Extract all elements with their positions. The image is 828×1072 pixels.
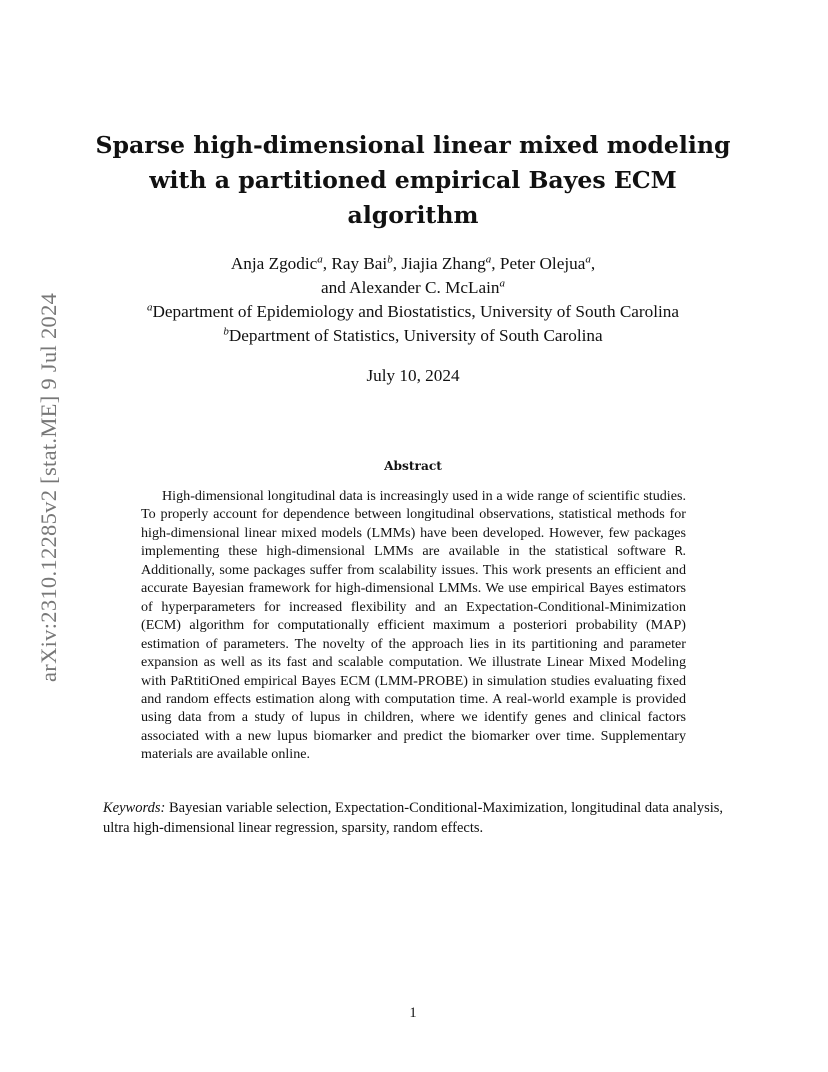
author-separator: , (392, 254, 402, 273)
author-separator: , (491, 254, 500, 273)
author-affil-mark: a (499, 277, 506, 290)
author-separator: , (322, 254, 332, 273)
author-name: Anja Zgodic (230, 254, 318, 273)
affiliation-text: Department of Epidemiology and Biostatistics, University of South Carolina (152, 302, 680, 321)
author-name: Alexander C. McLain (349, 278, 500, 297)
keywords-text: Bayesian variable selection, Expectation-Conditional-Maximization, longitudinal data analysis, ultra high-dimensional linear regression, sparsity, random effects. (103, 800, 724, 836)
author-separator: , (590, 254, 596, 273)
affiliation-text: Department of Statistics, University of South Carolina (228, 326, 603, 345)
abstract-heading: Abstract (384, 459, 442, 473)
author-affil-mark: a (585, 253, 591, 266)
author-conjunction: and (320, 278, 346, 297)
keywords-block (103, 798, 723, 838)
author-line-1 (90, 252, 736, 276)
affiliation-b (90, 324, 736, 348)
abstract-text-part-2: . Additionally, some packages suffer from scalability issues. This work presents an efficient and accurate Bayesian framework for high-dimensional LMMs. We use empirical Bayes estimators of hyperparameters for increased flexibility and an Expectation-Conditional-Minimization (ECM) algorithm for computationally efficient maximum a posteriori probability (MAP) estimation of parameters. The novelty of the approach lies in its partitioning and parameter expansion as well as its fast and scalable computation. We illustrate Linear Mixed Modeling with PaRtitiOned empirical Bayes ECM (LMM-PROBE) in simulation studies evaluating fixed and random effects estimation along with computation time. A real-world example is provided using data from a study of lupus in children, where we identify genes and clinical factors associated with a new lupus biomarker and predict the biomarker over time. Supplementary materials are available online. (141, 543, 686, 763)
affiliation-mark: a (146, 301, 153, 314)
abstract-text-part-1: High-dimensional longitudinal data is increasingly used in a wide range of scientific studies. To properly account for dependence between longitudinal observations, statistical methods for high-dimensional linear mixed models (LMMs) have been developed. However, few packages implementing these high-dimensional LMMs are available in the statistical software (141, 488, 686, 560)
keywords-label: Keywords: (103, 800, 166, 816)
author-line-2 (90, 276, 736, 300)
author-name: Peter Olejua (499, 254, 586, 273)
affiliation-a (90, 300, 736, 324)
author-block (90, 252, 736, 348)
page-number: 1 (409, 1005, 417, 1021)
author-affil-mark: b (387, 253, 393, 266)
author-name: Jiajia Zhang (401, 254, 486, 273)
paper-date: July 10, 2024 (366, 366, 460, 385)
author-affil-mark: a (485, 253, 492, 266)
author-affil-mark: a (317, 253, 323, 266)
abstract-body (141, 487, 686, 764)
paper-title: Sparse high-dimensional linear mixed modeling with a partitioned empirical Bayes ECM algorithm (95, 131, 731, 229)
arxiv-side-stamp: arXiv:2310.12285v2 [stat.ME] 9 Jul 2024 (36, 292, 61, 682)
author-name: Ray Bai (331, 254, 388, 273)
affiliation-mark: b (223, 325, 229, 338)
software-name: R (674, 543, 683, 559)
